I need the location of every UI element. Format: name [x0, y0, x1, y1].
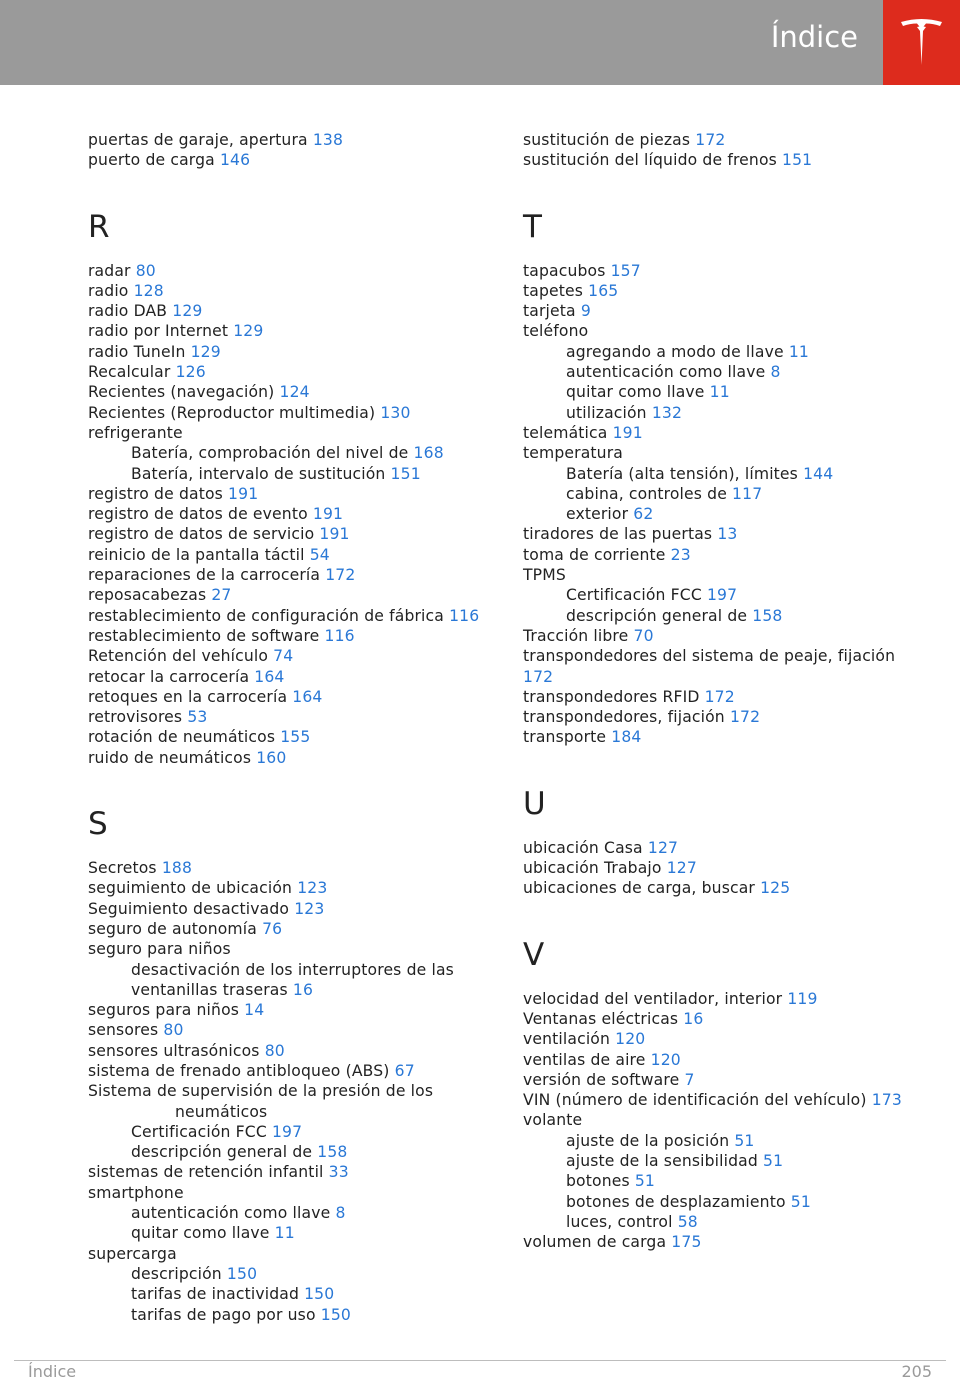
- index-entry: [88, 321, 483, 341]
- index-entry: [88, 301, 483, 321]
- page-link[interactable]: 138: [312, 131, 344, 149]
- index-entry: [523, 1050, 923, 1070]
- page-link[interactable]: 27: [211, 586, 232, 605]
- entry-text: Recientes (Reproductor multimedia): [88, 403, 376, 422]
- index-entry: [523, 878, 923, 898]
- index-entry: [88, 687, 483, 707]
- entry-text: ubicación Trabajo: [523, 859, 662, 878]
- index-entry: [88, 565, 483, 585]
- page-link[interactable]: 74: [273, 647, 294, 666]
- index-entry: [88, 939, 483, 959]
- entry-text: VIN (número de identificación del vehículo): [523, 1091, 867, 1110]
- entry-text: reinicio de la pantalla táctil: [88, 545, 305, 564]
- entry-text: sistema de frenado antibloqueo (ABS): [88, 1061, 390, 1080]
- page-link[interactable]: 127: [647, 838, 679, 857]
- page-link[interactable]: 127: [666, 859, 697, 878]
- page-link[interactable]: 51: [790, 1192, 811, 1211]
- page-link[interactable]: 191: [319, 525, 350, 544]
- index-entry: [88, 626, 483, 646]
- page-link[interactable]: 13: [717, 525, 738, 544]
- index-entry: [88, 727, 483, 747]
- page-link[interactable]: 70: [633, 626, 654, 645]
- page-link[interactable]: 67: [394, 1061, 415, 1080]
- index-subentry: [88, 1142, 483, 1162]
- page-link[interactable]: 125: [760, 879, 791, 898]
- entry-text: transpondedores, fijación: [523, 708, 725, 727]
- page-link[interactable]: 11: [788, 342, 809, 361]
- entry-text: sustitución de piezas: [523, 131, 691, 149]
- entry-text: botones: [566, 1172, 630, 1191]
- entry-text: descripción general de: [566, 606, 748, 625]
- index-entry: [88, 646, 483, 666]
- page-link[interactable]: 173: [871, 1091, 902, 1110]
- page-link[interactable]: 158: [752, 606, 783, 625]
- entry-text: transpondedores del sistema de peaje, fijación: [523, 647, 896, 666]
- page-link[interactable]: 16: [683, 1009, 704, 1028]
- entry-text: quitar como llave: [131, 1224, 270, 1243]
- page-link[interactable]: 14: [244, 1001, 265, 1020]
- entry-text: sustitución del líquido de frenos: [523, 151, 777, 170]
- page-link[interactable]: 175: [671, 1233, 702, 1252]
- index-entry: [88, 150, 483, 170]
- page-link[interactable]: 129: [233, 322, 264, 341]
- index-subentry: [88, 1102, 483, 1122]
- index-entry: [523, 565, 923, 585]
- entry-text: smartphone: [88, 1183, 184, 1202]
- entry-text: ruido de neumáticos: [88, 748, 252, 767]
- page-link[interactable]: 164: [292, 687, 323, 706]
- entry-text: seguro para niños: [88, 940, 231, 959]
- page-link[interactable]: 129: [172, 302, 203, 321]
- entry-text: cabina, controles de: [566, 484, 727, 503]
- entry-text: tarjeta: [523, 302, 576, 321]
- index-subentry: [523, 1151, 923, 1171]
- page-link[interactable]: 197: [706, 586, 738, 605]
- page-link[interactable]: 120: [650, 1050, 681, 1069]
- entry-text: ajuste de la posición: [566, 1131, 730, 1150]
- index-entry: [523, 524, 923, 544]
- index-entry: [523, 281, 923, 301]
- page-link[interactable]: 129: [190, 342, 221, 361]
- index-subentry: [88, 464, 483, 484]
- page-link[interactable]: 23: [670, 545, 691, 564]
- section-letter: V: [523, 936, 545, 973]
- page-link[interactable]: 58: [677, 1212, 698, 1231]
- entry-text: tapacubos: [523, 261, 606, 280]
- page-link[interactable]: 8: [335, 1204, 346, 1223]
- page-link[interactable]: 168: [413, 444, 444, 463]
- footer-section: Índice: [28, 1362, 77, 1381]
- index-column-right: [523, 130, 923, 1252]
- index-entry: [88, 261, 483, 281]
- entry-text: TPMS: [523, 566, 566, 585]
- page-link[interactable]: 132: [651, 403, 683, 422]
- index-subentry: [523, 1192, 923, 1212]
- page-link[interactable]: 9: [580, 302, 591, 321]
- page-link[interactable]: 11: [709, 383, 730, 402]
- entry-text: sistemas de retención infantil: [88, 1163, 324, 1182]
- entry-text: Batería (alta tensión), límites: [566, 464, 798, 483]
- page-link[interactable]: 160: [256, 748, 287, 767]
- section-letter: T: [523, 208, 542, 245]
- entry-text: tarifas de pago por uso: [131, 1305, 316, 1324]
- page-link[interactable]: 155: [280, 728, 311, 747]
- entry-text: seguro de autonomía: [88, 919, 257, 938]
- entry-text: Certificación FCC: [566, 586, 702, 605]
- entry-text: Recalcular: [88, 363, 171, 382]
- index-entry: [88, 606, 483, 626]
- index-entry: [88, 403, 483, 423]
- entry-text: agregando a modo de llave: [566, 342, 784, 361]
- page-link[interactable]: 16: [292, 980, 314, 999]
- page-link[interactable]: 130: [380, 403, 411, 422]
- index-entry: [523, 423, 923, 443]
- index-entry: [88, 899, 483, 919]
- index-subentry: [523, 504, 923, 524]
- page-link[interactable]: 150: [226, 1264, 258, 1283]
- entry-text: radar: [88, 261, 131, 280]
- index-entry: [523, 1029, 923, 1049]
- index-entry: [523, 150, 923, 170]
- entry-text: quitar como llave: [566, 383, 705, 402]
- page-link[interactable]: 80: [163, 1021, 184, 1040]
- entry-text: registro de datos de evento: [88, 505, 308, 524]
- page-link[interactable]: 8: [770, 363, 781, 382]
- entry-text: volante: [523, 1111, 583, 1130]
- index-entry: [88, 707, 483, 727]
- index-subentry: [523, 403, 923, 423]
- entry-text: Certificación FCC: [131, 1122, 267, 1141]
- entry-text: Seguimiento desactivado: [88, 899, 290, 918]
- index-entry: [523, 727, 923, 747]
- index-subentry: [523, 382, 923, 402]
- page-link[interactable]: 119: [787, 989, 818, 1008]
- index-entry: [523, 1090, 923, 1110]
- entry-text: temperatura: [523, 444, 623, 463]
- index-subentry: [523, 606, 923, 626]
- index-entry: [523, 1232, 923, 1252]
- index-entry: [523, 321, 923, 341]
- entry-text: tapetes: [523, 281, 584, 300]
- entry-text: ubicación Casa: [523, 838, 643, 857]
- entry-text: descripción general de: [131, 1143, 313, 1162]
- index-entry: [88, 342, 483, 362]
- index-entry: [88, 858, 483, 878]
- page-link[interactable]: 172: [523, 667, 554, 686]
- entry-text: utilización: [566, 403, 647, 422]
- page-link[interactable]: 184: [611, 728, 642, 747]
- index-subentry: [88, 443, 483, 463]
- page-link[interactable]: 128: [133, 281, 164, 300]
- entry-text: volumen de carga: [523, 1233, 667, 1252]
- entry-text: refrigerante: [88, 423, 183, 442]
- page-link[interactable]: 33: [328, 1163, 349, 1182]
- entry-text: reparaciones de la carrocería: [88, 566, 321, 585]
- index-subentry: [88, 1284, 483, 1304]
- entry-text: ventanillas traseras: [131, 980, 288, 999]
- header-title: Índice: [770, 20, 858, 54]
- page-link[interactable]: 62: [633, 505, 654, 524]
- entry-text: Sistema de supervisión de la presión de los: [88, 1082, 434, 1101]
- index-subentry: [523, 1131, 923, 1151]
- entry-text: luces, control: [566, 1212, 673, 1231]
- index-entry: [523, 301, 923, 321]
- index-entry: [523, 261, 923, 281]
- page-link[interactable]: 80: [135, 261, 156, 280]
- entry-text: supercarga: [88, 1244, 177, 1263]
- entry-text: Recientes (navegación): [88, 383, 275, 402]
- entry-text: Batería, comprobación del nivel de: [131, 444, 409, 463]
- page-link[interactable]: 120: [615, 1030, 646, 1049]
- entry-text: neumáticos: [175, 1102, 268, 1121]
- index-entry: [523, 838, 923, 858]
- entry-text: sensores: [88, 1021, 159, 1040]
- entry-text: transporte: [523, 728, 607, 747]
- page-link[interactable]: 53: [187, 708, 208, 727]
- index-entry: [88, 281, 483, 301]
- entry-text: restablecimiento de configuración de fábrica: [88, 606, 444, 625]
- index-subentry: [88, 1305, 483, 1325]
- entry-text: transpondedores RFID: [523, 687, 700, 706]
- index-subentry: [523, 1212, 923, 1232]
- page-link[interactable]: 191: [312, 505, 344, 524]
- section-letter: U: [523, 785, 546, 822]
- entry-text: seguimiento de ubicación: [88, 879, 293, 898]
- page-link[interactable]: 76: [262, 919, 283, 938]
- entry-text: reposacabezas: [88, 586, 207, 605]
- index-entry: [523, 1009, 923, 1029]
- entry-text: radio: [88, 281, 129, 300]
- index-entry: [88, 748, 483, 768]
- page-link[interactable]: 11: [274, 1224, 295, 1243]
- index-entry: [88, 1081, 483, 1101]
- index-entry: [523, 443, 923, 463]
- page-link[interactable]: 123: [294, 899, 325, 918]
- entry-text: Tracción libre: [523, 626, 629, 645]
- page-link[interactable]: 150: [304, 1285, 335, 1304]
- page-link[interactable]: 151: [390, 464, 421, 483]
- entry-text: ventilación: [523, 1030, 611, 1049]
- index-entry: [523, 1110, 923, 1130]
- index-subentry: [88, 1223, 483, 1243]
- page-link[interactable]: 80: [264, 1041, 285, 1060]
- entry-text: puertas de garaje, apertura: [88, 131, 308, 149]
- index-entry: [88, 878, 483, 898]
- entry-text: velocidad del ventilador, interior: [523, 989, 783, 1008]
- index-entry: [88, 130, 483, 150]
- index-subentry: [523, 464, 923, 484]
- page-link[interactable]: 146: [219, 151, 251, 170]
- page-link[interactable]: 51: [763, 1151, 784, 1170]
- entry-text: exterior: [566, 505, 629, 524]
- entry-text: toma de corriente: [523, 545, 666, 564]
- index-subentry: [523, 1171, 923, 1191]
- page-link[interactable]: 197: [271, 1122, 303, 1141]
- entry-text: desactivación de los interruptores de las: [131, 960, 454, 979]
- entry-text: restablecimiento de software: [88, 626, 320, 645]
- page-link[interactable]: 172: [704, 687, 735, 706]
- index-entry: [523, 687, 923, 707]
- page-link[interactable]: 123: [297, 879, 328, 898]
- entry-text: Retención del vehículo: [88, 647, 269, 666]
- entry-text: retoques en la carrocería: [88, 687, 288, 706]
- index-entry: [88, 1244, 483, 1264]
- entry-text: seguros para niños: [88, 1001, 240, 1020]
- index-entry: [523, 858, 923, 878]
- index-entry: [88, 545, 483, 565]
- page-link[interactable]: 157: [610, 261, 641, 280]
- index-entry: [88, 524, 483, 544]
- page-link[interactable]: 124: [279, 383, 310, 402]
- page-link[interactable]: 54: [309, 545, 330, 564]
- page-link[interactable]: 158: [317, 1143, 348, 1162]
- entry-text: rotación de neumáticos: [88, 728, 276, 747]
- index-entry: [88, 585, 483, 605]
- page-link[interactable]: 150: [320, 1305, 351, 1324]
- entry-text: telemática: [523, 423, 608, 442]
- page-link[interactable]: 116: [324, 626, 355, 645]
- page-number: 205: [901, 1362, 932, 1381]
- entry-text: Ventanas eléctricas: [523, 1009, 679, 1028]
- entry-text: Batería, intervalo de sustitución: [131, 464, 386, 483]
- entry-text: autenticación como llave: [131, 1204, 331, 1223]
- page-link[interactable]: 164: [254, 667, 285, 686]
- index-entry: [88, 504, 483, 524]
- index-entry: [88, 1162, 483, 1182]
- index-entry: [523, 646, 923, 687]
- section-letter: S: [88, 806, 108, 843]
- page-link[interactable]: 172: [729, 708, 761, 727]
- page-link[interactable]: 51: [734, 1131, 755, 1150]
- entry-text: puerto de carga: [88, 151, 215, 170]
- section-letter: R: [88, 208, 110, 245]
- index-entry: [88, 667, 483, 687]
- page-link[interactable]: 126: [175, 363, 206, 382]
- page-link[interactable]: 144: [803, 464, 834, 483]
- index-entry: [523, 130, 923, 150]
- entry-text: botones de desplazamiento: [566, 1192, 786, 1211]
- entry-text: descripción: [131, 1264, 222, 1283]
- page-link[interactable]: 7: [684, 1070, 695, 1089]
- entry-text: Secretos: [88, 859, 157, 878]
- index-entry: [88, 1000, 483, 1020]
- index-entry: [88, 382, 483, 402]
- entry-text: ventilas de aire: [523, 1050, 646, 1069]
- page-link[interactable]: 172: [695, 131, 726, 149]
- index-entry: [88, 1061, 483, 1081]
- footer-divider: [14, 1360, 946, 1361]
- entry-text: sensores ultrasónicos: [88, 1041, 260, 1060]
- index-entry: [88, 1020, 483, 1040]
- page-link[interactable]: 191: [228, 484, 259, 503]
- page-link[interactable]: 51: [634, 1172, 656, 1191]
- entry-text: radio TuneIn: [88, 342, 186, 361]
- entry-text: radio por Internet: [88, 322, 229, 341]
- entry-text: radio DAB: [88, 302, 168, 321]
- entry-text: retrovisores: [88, 708, 183, 727]
- index-entry: [523, 545, 923, 565]
- index-subentry: [523, 342, 923, 362]
- entry-text: tiradores de las puertas: [523, 525, 713, 544]
- entry-text: ajuste de la sensibilidad: [566, 1151, 758, 1170]
- index-entry: [88, 423, 483, 443]
- index-entry: [523, 707, 923, 727]
- page-link[interactable]: 165: [588, 281, 619, 300]
- page-link[interactable]: 172: [325, 566, 356, 585]
- page-link[interactable]: 151: [782, 151, 813, 170]
- entry-text: teléfono: [523, 322, 589, 341]
- index-entry: [523, 989, 923, 1009]
- index-entry: [523, 1070, 923, 1090]
- entry-text: registro de datos de servicio: [88, 525, 315, 544]
- index-entry: [88, 484, 483, 504]
- brand-logo-box: [883, 0, 960, 85]
- index-subentry: [88, 980, 483, 1000]
- page-link[interactable]: 116: [449, 606, 480, 625]
- entry-text: tarifas de inactividad: [131, 1285, 299, 1304]
- index-subentry: [523, 585, 923, 605]
- page-link[interactable]: 117: [732, 484, 763, 503]
- index-entry: [88, 362, 483, 382]
- entry-text: registro de datos: [88, 484, 223, 503]
- index-subentry: [88, 1122, 483, 1142]
- index-subentry: [88, 960, 483, 980]
- index-subentry: [88, 1203, 483, 1223]
- page-header: [0, 0, 960, 85]
- index-entry: [523, 626, 923, 646]
- index-column-left: [88, 130, 483, 1325]
- index-entry: [88, 1183, 483, 1203]
- entry-text: ubicaciones de carga, buscar: [523, 879, 755, 898]
- entry-text: versión de software: [523, 1070, 680, 1089]
- page-link[interactable]: 188: [161, 859, 193, 878]
- index-entry: [88, 1041, 483, 1061]
- index-subentry: [88, 1264, 483, 1284]
- page-link[interactable]: 191: [612, 423, 643, 442]
- index-subentry: [523, 362, 923, 382]
- tesla-logo-icon: [900, 18, 943, 67]
- entry-text: retocar la carrocería: [88, 667, 250, 686]
- index-entry: [88, 919, 483, 939]
- index-subentry: [523, 484, 923, 504]
- entry-text: autenticación como llave: [566, 363, 766, 382]
